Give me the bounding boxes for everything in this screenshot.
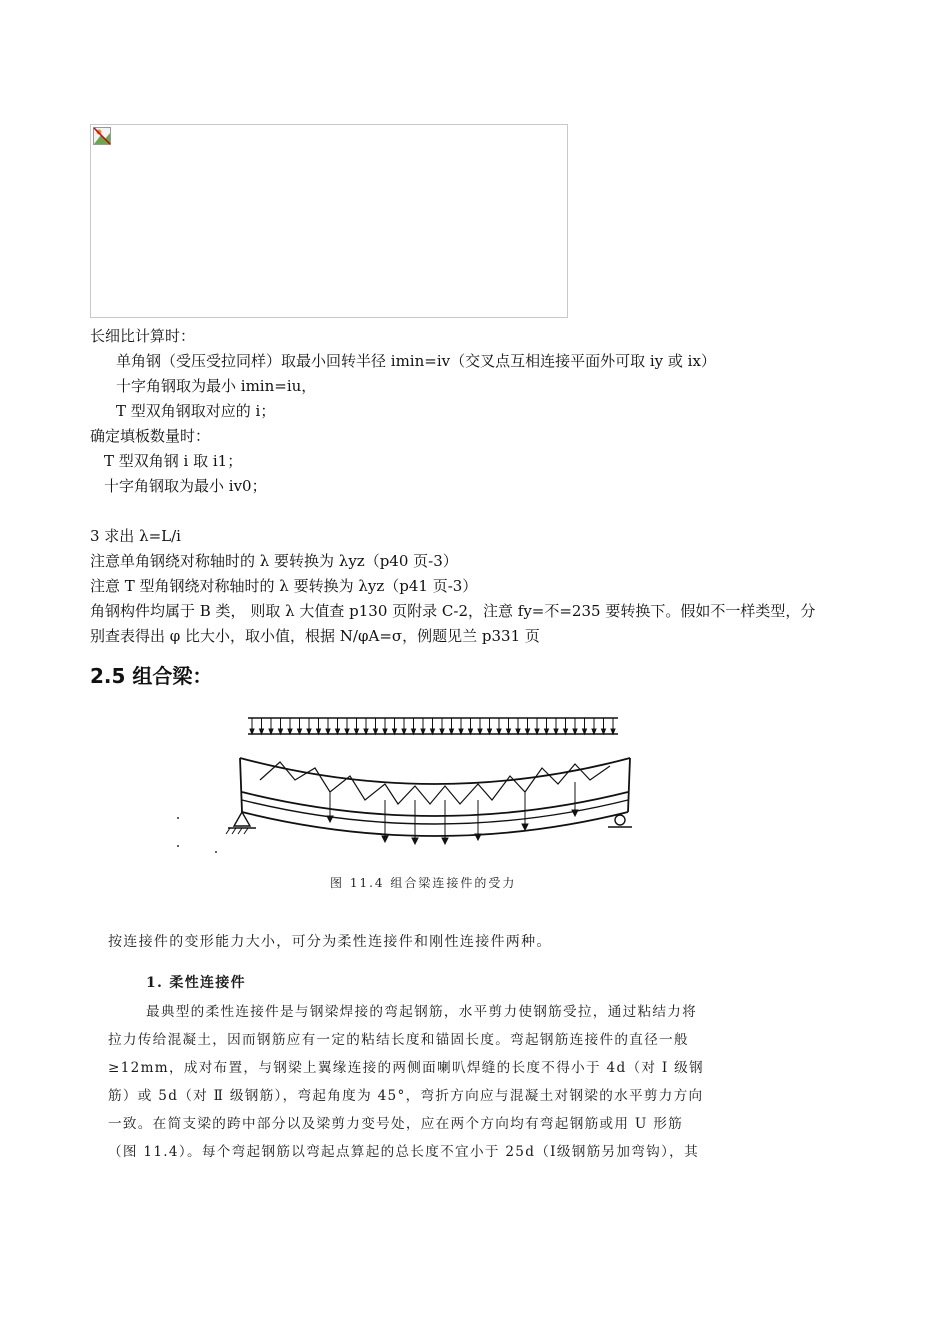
figure-caption: 图 11.4 组合梁连接件的受力 [330,876,517,890]
text-line: T 型双角钢 i 取 i1； [104,452,243,470]
text-line: 十字角钢取为最小 iv0； [104,477,267,495]
section-heading: 2.5 组合梁： [90,664,213,688]
scan-line: 一致。在简支梁的跨中部分以及梁剪力变号处，应在两个方向均有弯起钢筋或用 U 形筋 [108,1116,684,1132]
text-line: 角钢构件均属于 B 类， 则取 λ 大值查 p130 页附录 C-2，注意 fy=不=235 要转换下。假如不一样类型，分 [90,602,816,620]
broken-image-icon [93,127,111,145]
text-line: 注意 T 型角钢绕对称轴时的 λ 要转换为 λyz（p41 页-3） [90,577,478,595]
text-line: 十字角钢取为最小 imin=iu， [116,377,317,395]
text-line: T 型双角钢取对应的 i； [116,402,276,420]
broken-image-placeholder [90,124,568,318]
scan-line: ≥12mm，成对布置，与钢梁上翼缘连接的两侧面喇叭焊缝的长度不得小于 4d（对 Ⅰ 级钢 [108,1060,704,1076]
text-line: 单角钢（受压受拉同样）取最小回转半径 imin=iv（交叉点互相连接平面外可取 iy 或 ix） [116,352,716,370]
beam-diagram [170,700,650,900]
text-line: 长细比计算时： [90,327,196,345]
scan-subheading: 1. 柔性连接件 [146,975,246,991]
text-line: 确定填板数量时： [90,427,211,445]
scan-line: 筋）或 5d（对 Ⅱ 级钢筋），弯起角度为 45°，弯折方向应与混凝土对钢梁的水平剪力方向 [108,1088,704,1104]
scan-line: 最典型的柔性连接件是与钢梁焊接的弯起钢筋，水平剪力使钢筋受拉，通过粘结力将 [146,1004,698,1020]
distributed-load-arrows [250,718,615,734]
scan-line: （图 11.4）。每个弯起钢筋以弯起点算起的总长度不宜小于 25d（Ⅰ级钢筋另加弯钩），其 [108,1144,699,1160]
text-line: 别查表得出 φ 比大小，取小值，根据 N/φA=σ，例题见兰 p331 页 [90,627,540,645]
text-line: 注意单角钢绕对称轴时的 λ 要转换为 λyz（p40 页-3） [90,552,458,570]
scan-line: 拉力传给混凝土，因而钢筋应有一定的粘结长度和锚固长度。弯起钢筋连接件的直径一般 [108,1032,689,1048]
text-line: 3 求出 λ=L/i [90,527,181,545]
scan-line: 按连接件的变形能力大小，可分为柔性连接件和刚性连接件两种。 [108,934,552,950]
